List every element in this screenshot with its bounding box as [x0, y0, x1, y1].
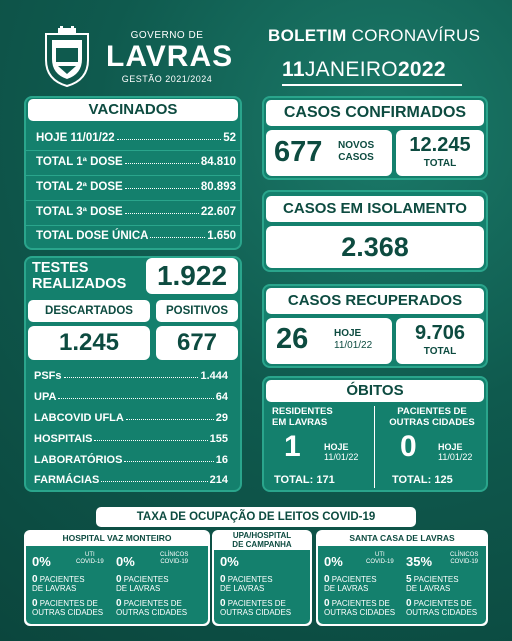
test-location-row — [34, 370, 228, 382]
vaz-cli-lavras-l2: DE LAVRAS — [116, 584, 161, 593]
tests-total: 1.922 — [146, 258, 238, 294]
santa-cli-other-l2: OUTRAS CIDADES — [406, 608, 478, 617]
deaths-residents-total: TOTAL: 171 — [274, 474, 335, 486]
deaths-residents-label2: EM LAVRAS — [272, 417, 328, 428]
vaz-cli-pct: 0% — [116, 554, 135, 569]
deaths-residents-today: 1 — [284, 430, 301, 463]
santa-uti-label1: UTI — [375, 552, 385, 558]
bed-card-upa-name — [212, 531, 312, 549]
test-location-label: PSFs — [34, 370, 62, 382]
santa-cli-other-l1: PACIENTES DE — [413, 599, 472, 608]
vaccinated-row-label: TOTAL 1ª DOSE — [36, 156, 123, 168]
vaz-uti-label1: UTI — [85, 552, 95, 558]
date-year: 2022 — [397, 58, 446, 81]
santa-cli-pct: 35% — [406, 554, 433, 569]
gov-term: GESTÃO 2021/2024 — [121, 74, 213, 84]
recovered-title: CASOS RECUPERADOS — [266, 288, 484, 314]
recovered-today-label — [334, 328, 372, 352]
confirmed-new-label2: CASOS — [338, 152, 374, 163]
upa-other-l2: OUTRAS CIDADES — [220, 608, 292, 617]
deaths-residents-today-date: 11/01/22 — [324, 452, 359, 462]
upa-lavras-n: 0 — [220, 574, 226, 585]
santa-cli-lavras-l1: PACIENTES — [413, 575, 459, 584]
recovered-total-label: TOTAL — [423, 346, 457, 357]
confirmed-title: CASOS CONFIRMADOS — [266, 100, 484, 126]
vaz-cli-other — [116, 599, 187, 617]
vaz-cli-label1: CLÍNICOS — [160, 552, 189, 558]
bed-card-vaz-body — [26, 546, 208, 624]
deaths-residents-today-text: HOJE — [324, 442, 349, 452]
recovered-today-label-text: HOJE — [334, 328, 362, 339]
vaz-cli-label2: COVID-19 — [160, 559, 189, 565]
isolation-value: 2.368 — [266, 226, 484, 268]
deaths-others-label2: OUTRAS CIDADES — [389, 417, 475, 428]
deaths-others-today-label — [438, 442, 472, 462]
santa-cli-other — [406, 599, 477, 617]
gov-label: GOVERNO DE — [130, 30, 204, 41]
vaccinated-row-value: 84.810 — [200, 156, 236, 168]
recovered-today-date: 11/01/22 — [334, 340, 373, 351]
vaz-uti-other-l2: OUTRAS CIDADES — [32, 608, 104, 617]
upa-other — [220, 599, 291, 617]
test-location-value: 1.444 — [200, 370, 228, 382]
positive-value: 677 — [156, 326, 238, 360]
confirmed-new-label1: NOVOS — [338, 140, 375, 151]
vaccinated-row-label: TOTAL 2ª DOSE — [36, 181, 123, 193]
test-location-value: 214 — [209, 474, 228, 486]
test-location-label: HOSPITAIS — [34, 433, 93, 445]
vaz-cli-other-l2: OUTRAS CIDADES — [116, 608, 188, 617]
santa-cli-lavras-n: 5 — [406, 574, 412, 585]
test-location-value: 29 — [215, 412, 228, 424]
deaths-residents-today-label — [324, 442, 358, 462]
santa-uti-lavras-l1: PACIENTES — [331, 575, 377, 584]
upa-lavras-l2: DE LAVRAS — [220, 584, 265, 593]
bulletin-bold: BOLETIM — [268, 26, 347, 45]
santa-cli-label — [450, 552, 478, 566]
test-location-label: FARMÁCIAS — [34, 474, 100, 486]
upa-name1: UPA/HOSPITAL — [232, 531, 292, 540]
vaccinated-row-value: 52 — [223, 132, 236, 144]
bed-card-santa-casa-body — [318, 546, 486, 624]
bed-card-upa-body — [214, 550, 310, 624]
test-location-row — [34, 412, 228, 424]
vaccinated-title: VACINADOS — [28, 99, 238, 121]
upa-other-l1: PACIENTES DE — [227, 599, 286, 608]
test-location-value: 16 — [215, 454, 228, 466]
santa-uti-other — [324, 599, 395, 617]
test-location-value: 155 — [209, 433, 228, 445]
santa-cli-other-n: 0 — [406, 598, 412, 609]
bed-card-santa-casa-name: SANTA CASA DE LAVRAS — [349, 533, 455, 543]
city-crest-icon — [38, 26, 96, 88]
santa-uti-lavras — [324, 575, 377, 593]
test-location-value: 64 — [215, 391, 228, 403]
santa-uti-lavras-n: 0 — [324, 574, 330, 585]
recovered-today-value: 26 — [276, 323, 309, 355]
vaccinated-row — [36, 206, 236, 218]
vaz-uti-other-l1: PACIENTES DE — [39, 599, 98, 608]
vaz-cli-label — [160, 552, 188, 566]
santa-uti-label2: COVID-19 — [366, 559, 394, 565]
santa-uti-other-n: 0 — [324, 598, 330, 609]
santa-uti-other-l1: PACIENTES DE — [331, 599, 390, 608]
deaths-others-today-date: 11/01/22 — [438, 452, 473, 462]
discarded-value: 1.245 — [28, 326, 150, 360]
vaz-uti-label2: COVID-19 — [76, 559, 104, 565]
vaz-uti-other-n: 0 — [32, 598, 38, 609]
vaccinated-row-label: HOJE 11/01/22 — [36, 132, 115, 144]
upa-lavras-l1: PACIENTES — [227, 575, 273, 584]
deaths-others-today-text: HOJE — [438, 442, 463, 452]
test-location-row — [34, 433, 228, 445]
vaccinated-row-value: 22.607 — [200, 206, 236, 218]
confirmed-total-label: TOTAL — [423, 158, 457, 169]
deaths-others-total: TOTAL: 125 — [392, 474, 453, 486]
upa-lavras — [220, 575, 273, 593]
vaccinated-row-label: TOTAL DOSE ÚNICA — [36, 230, 149, 242]
santa-uti-lavras-l2: DE LAVRAS — [324, 584, 369, 593]
discarded-label: DESCARTADOS — [28, 300, 150, 322]
deaths-residents-label — [272, 406, 333, 428]
deaths-title: ÓBITOS — [266, 380, 484, 402]
city-name: LAVRAS — [106, 40, 234, 73]
bed-card-vaz — [24, 530, 210, 626]
santa-cli-label2: COVID-19 — [450, 559, 479, 565]
vaz-cli-lavras — [116, 575, 169, 593]
bed-card-santa-casa — [316, 530, 488, 626]
bulletin-thin: CORONAVÍRUS — [351, 26, 481, 45]
santa-uti-label — [366, 552, 394, 566]
beds-title: TAXA DE OCUPAÇÃO DE LEITOS COVID-19 — [96, 507, 416, 527]
tests-title-line2: REALIZADOS — [32, 276, 127, 292]
vaz-uti-label — [76, 552, 104, 566]
vaccinated-row — [36, 230, 236, 242]
vaz-uti-lavras-l2: DE LAVRAS — [32, 584, 77, 593]
confirmed-new-label — [338, 140, 374, 164]
test-location-label: UPA — [34, 391, 57, 403]
vaccinated-row — [36, 132, 236, 144]
upa-other-n: 0 — [220, 598, 226, 609]
vaz-cli-other-l1: PACIENTES DE — [123, 599, 182, 608]
santa-uti-other-l2: OUTRAS CIDADES — [324, 608, 396, 617]
vaccinated-row — [36, 181, 236, 193]
date-underline — [282, 84, 462, 86]
vaz-uti-other — [32, 599, 103, 617]
santa-cli-lavras-l2: DE LAVRAS — [406, 584, 451, 593]
bed-card-vaz-name: HOSPITAL VAZ MONTEIRO — [62, 533, 172, 543]
deaths-others-label — [382, 406, 482, 428]
santa-cli-label1: CLÍNICOS — [450, 552, 479, 558]
upa-name2: DE CAMPANHA — [232, 540, 292, 549]
vaz-cli-other-n: 0 — [116, 598, 122, 609]
date-month: JANEIRO — [304, 58, 398, 81]
confirmed-new-value: 677 — [274, 136, 323, 168]
bulletin-date — [282, 58, 446, 82]
vaz-cli-lavras-l1: PACIENTES — [123, 575, 169, 584]
positive-label: POSITIVOS — [156, 300, 238, 322]
vaz-uti-lavras-l1: PACIENTES — [39, 575, 85, 584]
tests-title — [32, 260, 126, 292]
vaz-uti-pct: 0% — [32, 554, 51, 569]
vaccinated-row-value: 80.893 — [200, 181, 236, 193]
deaths-others-today: 0 — [400, 430, 417, 463]
deaths-residents-label1: RESIDENTES — [272, 406, 333, 417]
bed-card-upa — [212, 530, 312, 626]
recovered-total-value: 9.706 — [414, 322, 466, 344]
confirmed-total-value: 12.245 — [409, 134, 471, 156]
test-location-row — [34, 454, 228, 466]
test-location-label: LABCOVID UFLA — [34, 412, 124, 424]
date-day: 11 — [282, 58, 305, 81]
vaccinated-row — [36, 156, 236, 168]
vaz-uti-lavras-n: 0 — [32, 574, 38, 585]
bulletin-title — [268, 26, 480, 46]
test-location-row — [34, 391, 228, 403]
vaccinated-row-label: TOTAL 3ª DOSE — [36, 206, 123, 218]
deaths-others-label1: PACIENTES DE — [397, 406, 467, 417]
santa-cli-lavras — [406, 575, 459, 593]
santa-uti-pct: 0% — [324, 554, 343, 569]
test-location-row — [34, 474, 228, 486]
upa-pct: 0% — [220, 554, 239, 569]
vaz-cli-lavras-n: 0 — [116, 574, 122, 585]
vaz-uti-lavras — [32, 575, 85, 593]
tests-title-line1: TESTES — [32, 260, 89, 276]
isolation-title: CASOS EM ISOLAMENTO — [266, 196, 484, 222]
test-location-label: LABORATÓRIOS — [34, 454, 123, 466]
vaccinated-row-value: 1.650 — [207, 230, 236, 242]
deaths-divider — [374, 406, 375, 488]
